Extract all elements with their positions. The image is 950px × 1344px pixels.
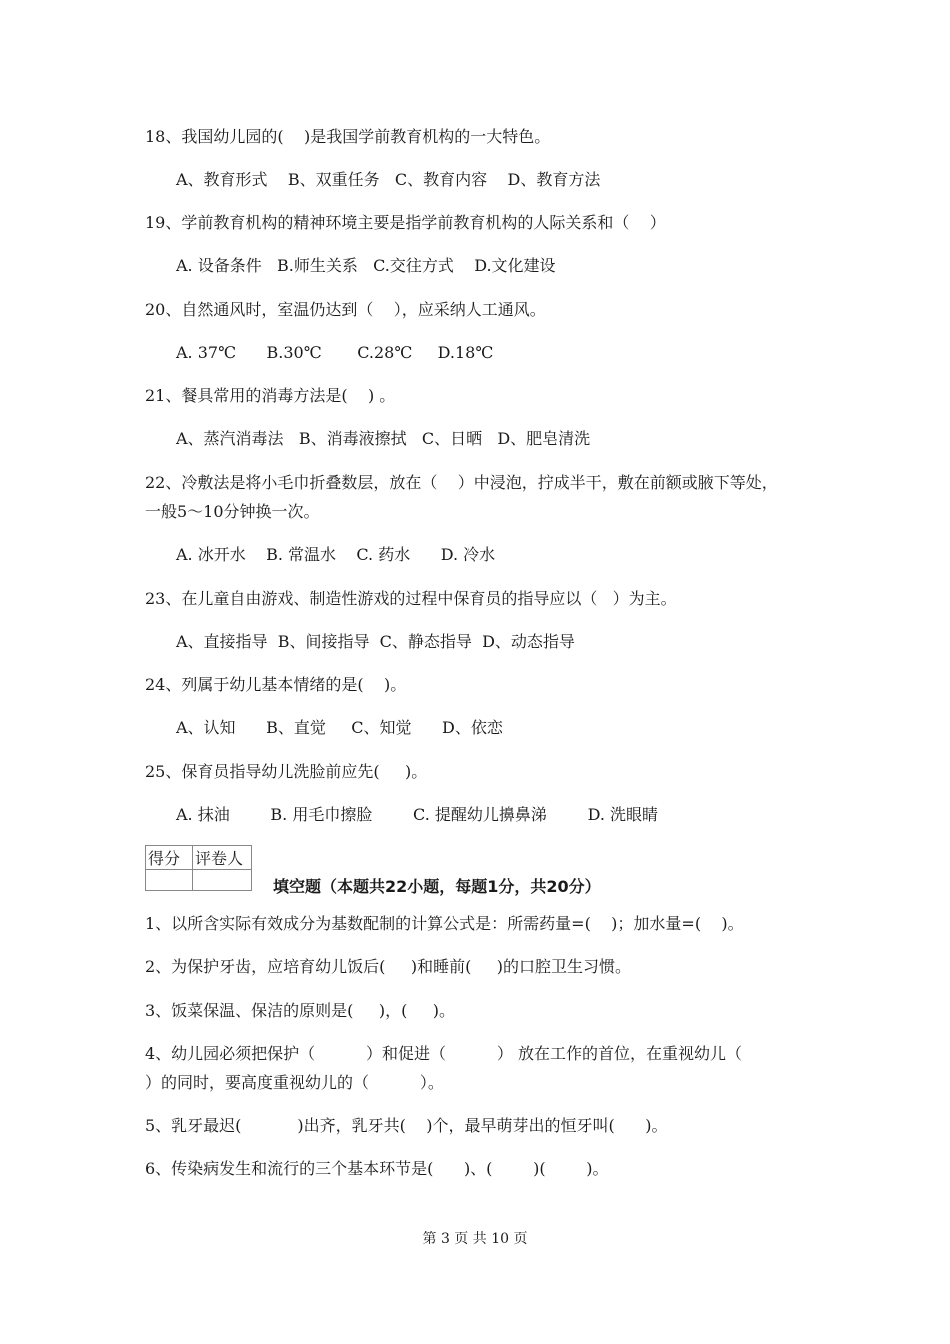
fill-question-5: 5、乳牙最迟( )出齐，乳牙共( )个，最早萌芽出的恒牙叫( )。 [145, 1116, 668, 1135]
fill-question-3: 3、饭菜保温、保洁的原则是( )，( )。 [145, 1001, 456, 1020]
question-19: 19、学前教育机构的精神环境主要是指学前教育机构的人际关系和（ ） [145, 213, 666, 232]
question-18-options: A、教育形式 B、双重任务 C、教育内容 D、教育方法 [176, 170, 601, 189]
fill-question-2: 2、为保护牙齿，应培育幼儿饭后( )和睡前( )的口腔卫生习惯。 [145, 957, 632, 976]
question-19-options: A. 设备条件 B.师生关系 C.交往方式 D.文化建设 [176, 256, 556, 275]
fill-question-4-continued: ）的同时，要高度重视幼儿的（ ）。 [145, 1073, 444, 1092]
score-label: 得分 [146, 846, 193, 870]
question-21: 21、餐具常用的消毒方法是( ) 。 [145, 386, 396, 405]
question-20: 20、自然通风时，室温仍达到（ ），应采纳人工通风。 [145, 300, 546, 319]
question-20-options: A. 37℃ B.30℃ C.28℃ D.18℃ [176, 343, 494, 362]
question-24: 24、列属于幼儿基本情绪的是( )。 [145, 675, 407, 694]
fill-question-4: 4、幼儿园必须把保护（ ）和促进（ ） 放在工作的首位，在重视幼儿（ [145, 1044, 742, 1063]
question-23-options: A、直接指导 B、间接指导 C、静态指导 D、动态指导 [176, 632, 575, 651]
score-box [145, 845, 252, 891]
question-25: 25、保育员指导幼儿洗脸前应先( )。 [145, 762, 428, 781]
section-title: 填空题（本题共22小题，每题1分，共20分） [273, 877, 601, 896]
page-footer: 第 3 页 共 10 页 [422, 1231, 528, 1247]
question-22-continued: 一般5～10分钟换一次。 [145, 502, 320, 521]
question-25-options: A. 抹油 B. 用毛巾擦脸 C. 提醒幼儿擤鼻涕 D. 洗眼睛 [176, 805, 658, 824]
question-21-options: A、蒸汽消毒法 B、消毒液擦拭 C、日晒 D、肥皂清洗 [176, 429, 591, 448]
question-18: 18、我国幼儿园的( )是我国学前教育机构的一大特色。 [145, 127, 551, 146]
question-22-options: A. 冰开水 B. 常温水 C. 药水 D. 冷水 [176, 545, 496, 564]
score-cell [146, 870, 193, 891]
question-23: 23、在儿童自由游戏、制造性游戏的过程中保育员的指导应以（ ）为主。 [145, 589, 677, 608]
grader-label: 评卷人 [193, 846, 252, 870]
fill-question-6: 6、传染病发生和流行的三个基本环节是( )、( )( )。 [145, 1159, 609, 1178]
question-22: 22、冷敷法是将小毛巾折叠数层，放在（ ）中浸泡，拧成半干，敷在前额或腋下等处， [145, 473, 778, 492]
fill-question-1: 1、以所含实际有效成分为基数配制的计算公式是：所需药量=( )；加水量=( )。 [145, 914, 744, 933]
grader-cell [193, 870, 252, 891]
question-24-options: A、认知 B、直觉 C、知觉 D、依恋 [176, 718, 503, 737]
